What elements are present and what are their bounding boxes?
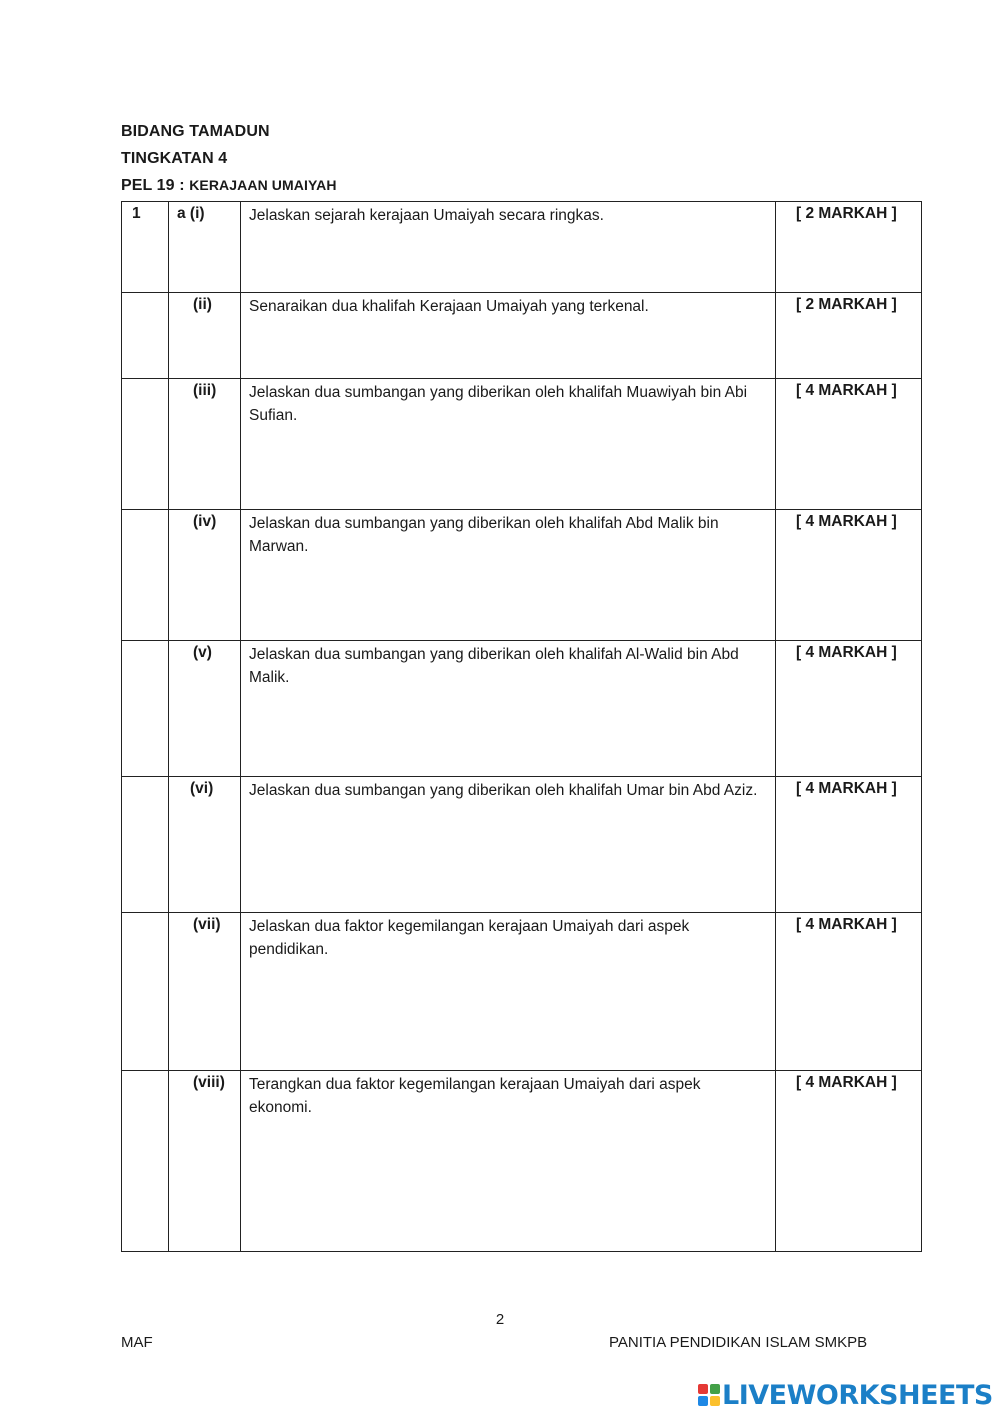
question-number-cell [122,379,169,510]
marks-label: [ 4 MARKAH ] [796,1074,897,1091]
question-text-cell[interactable] [241,293,776,379]
question-text: Jelaskan dua faktor kegemilangan kerajaan Umaiyah dari aspek pendidikan. [249,918,690,958]
part-cell [169,641,241,777]
marks-cell [776,913,922,1071]
question-number-cell [122,202,169,293]
question-number-cell [122,777,169,913]
page-number: 2 [495,1311,505,1328]
question-row [122,293,922,379]
marks-cell [776,1071,922,1252]
question-text: Jelaskan dua sumbangan yang diberikan oleh khalifah Al-Walid bin Abd Malik. [249,646,739,686]
topic-heading [121,177,337,195]
footer-left: MAF [121,1334,153,1351]
question-text-cell[interactable] [241,1071,776,1252]
marks-label: [ 4 MARKAH ] [796,916,897,933]
logo-square-blue [698,1396,708,1406]
form-heading: TINGKATAN 4 [121,150,228,167]
question-text: Jelaskan dua sumbangan yang diberikan oleh khalifah Muawiyah bin Abi Sufian. [249,384,748,424]
question-text: Jelaskan dua sumbangan yang diberikan oleh khalifah Umar bin Abd Aziz. [249,782,758,799]
marks-label: [ 4 MARKAH ] [796,513,897,530]
question-text-cell[interactable] [241,202,776,293]
topic-title: KERAJAAN UMAIYAH [189,177,337,193]
question-text: Jelaskan dua sumbangan yang diberikan oleh khalifah Abd Malik bin Marwan. [249,515,719,555]
question-text: Senaraikan dua khalifah Kerajaan Umaiyah yang terkenal. [249,298,649,315]
marks-label: [ 2 MARKAH ] [796,205,897,222]
marks-cell [776,510,922,641]
part-label: (ii) [193,296,212,313]
part-cell [169,379,241,510]
part-cell [169,293,241,379]
question-table [121,201,922,1252]
logo-square-green [710,1384,720,1394]
part-label: (v) [193,644,212,661]
question-text-cell[interactable] [241,913,776,1071]
subject-heading: BIDANG TAMADUN [121,123,270,140]
question-row [122,1071,922,1252]
part-label: (iii) [193,382,217,399]
question-row [122,777,922,913]
part-label: (viii) [193,1074,225,1091]
question-text-cell[interactable] [241,641,776,777]
question-text-cell[interactable] [241,379,776,510]
question-number-cell [122,641,169,777]
marks-label: [ 2 MARKAH ] [796,296,897,313]
marks-cell [776,777,922,913]
question-row [122,379,922,510]
question-number-cell [122,913,169,1071]
marks-cell [776,202,922,293]
question-row [122,202,922,293]
question-number-cell [122,510,169,641]
liveworksheets-wordmark: LIVEWORKSHEETS [722,1379,993,1411]
marks-cell [776,293,922,379]
part-label: (vii) [193,916,221,933]
question-number-cell [122,1071,169,1252]
liveworksheets-logo[interactable] [698,1380,993,1410]
question-row [122,641,922,777]
part-cell [169,202,241,293]
marks-label: [ 4 MARKAH ] [796,382,897,399]
marks-cell [776,379,922,510]
question-text: Jelaskan sejarah kerajaan Umaiyah secara ringkas. [249,207,604,224]
part-cell [169,777,241,913]
marks-label: [ 4 MARKAH ] [796,780,897,797]
part-label: a (i) [177,205,205,222]
question-number: 1 [132,205,141,222]
part-label: (iv) [193,513,217,530]
marks-label: [ 4 MARKAH ] [796,644,897,661]
part-label: (vi) [190,780,214,797]
logo-square-yellow [710,1396,720,1406]
question-text-cell[interactable] [241,510,776,641]
part-cell [169,913,241,1071]
topic-number: PEL 19 : [121,177,190,194]
part-cell [169,510,241,641]
logo-square-red [698,1384,708,1394]
question-text: Terangkan dua faktor kegemilangan kerajaan Umaiyah dari aspek ekonomi. [249,1076,701,1116]
question-number-cell [122,293,169,379]
question-row [122,510,922,641]
marks-cell [776,641,922,777]
footer-right: PANITIA PENDIDIKAN ISLAM SMKPB [609,1334,868,1351]
liveworksheets-icon [698,1384,720,1406]
question-text-cell[interactable] [241,777,776,913]
part-cell [169,1071,241,1252]
question-row [122,913,922,1071]
